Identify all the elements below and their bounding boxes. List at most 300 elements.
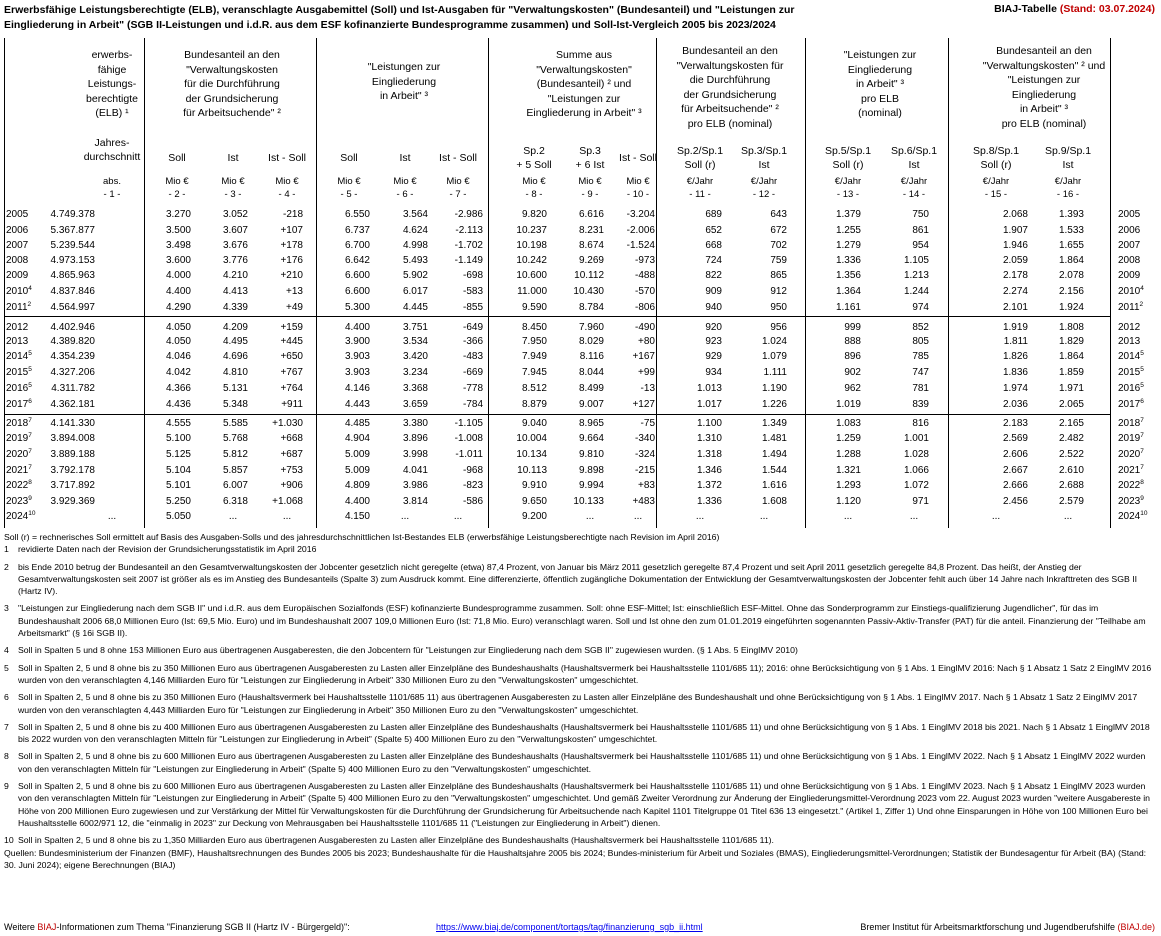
column-label-16: Ist <box>1062 159 1074 171</box>
table-cell: +210 <box>280 270 303 281</box>
table-cell: -855 <box>462 302 483 313</box>
table-cell: 2.667 <box>1002 465 1028 476</box>
table-cell: 3.500 <box>165 225 191 236</box>
table-cell: 3.903 <box>344 367 370 378</box>
column-number-1: - 1 - <box>103 189 121 200</box>
column-label-1: Jahres- <box>94 137 130 149</box>
table-cell: 11.000 <box>517 286 547 297</box>
row-year-right: 2015$^5$ <box>1118 366 1144 378</box>
table-cell: 839 <box>912 399 929 410</box>
column-number-5: - 5 - <box>340 189 358 200</box>
table-cell: 4.564.997 <box>50 302 95 313</box>
row-year-right: 2021$^7$ <box>1118 464 1144 476</box>
footnote-text: Soll in Spalten 2, 5 und 8 ohne bis zu 1,350 Milliarden Euro aus übertragenen Ausgaberesten zu Lasten aller Einzelpläne des Bundeshaushalts (Haushaltsvermerk bei Haushaltsstelle 1101/685 11). <box>18 835 774 846</box>
column-label-13: Soll (r) <box>832 159 864 171</box>
footnote-5 <box>4 662 1154 687</box>
table-cell: 6.700 <box>344 240 370 251</box>
group-header-line: erwerbs- <box>91 49 133 61</box>
table-cell: 1.864 <box>1058 351 1084 362</box>
table-cell: -2.113 <box>455 225 483 236</box>
table-cell: 1.259 <box>835 433 861 444</box>
column-label-8: + 5 Soll <box>516 159 552 171</box>
table-cell: 5.367.877 <box>50 225 95 236</box>
row-year-left: 2018$^7$ <box>6 417 32 429</box>
column-label-14: Sp.6/Sp.1 <box>890 145 938 157</box>
more-info: Weitere BIAJ-Informationen zum Thema "Finanzierung SGB II (Hartz IV - Bürgergeld)": <box>4 922 350 932</box>
table-cell: 5.812 <box>222 449 248 460</box>
column-unit-3: Mio € <box>221 176 245 187</box>
data-table <box>0 38 1161 528</box>
table-cell: -669 <box>462 367 483 378</box>
table-cell: 4.339 <box>222 302 248 313</box>
table-cell: 2.065 <box>1058 399 1084 410</box>
table-cell: 10.198 <box>516 240 547 251</box>
table-cell: 4.354.239 <box>50 351 95 362</box>
table-cell: 4.366 <box>165 383 191 394</box>
table-cell: 5.239.544 <box>50 240 95 251</box>
table-cell: 4.389.820 <box>50 336 95 347</box>
table-cell: 702 <box>770 240 787 251</box>
table-cell: 934 <box>705 367 722 378</box>
group-header-line: in Arbeit" ³ <box>855 78 905 90</box>
column-number-6: - 6 - <box>396 189 414 200</box>
group-header-line: der Grundsicherung <box>683 88 777 101</box>
table-cell: +445 <box>280 336 303 347</box>
table-cell: -366 <box>462 336 483 347</box>
group-header-line: pro ELB (nominal) <box>1001 117 1087 130</box>
row-year-right: 2017$^6$ <box>1118 398 1144 410</box>
row-year-left: 2017$^6$ <box>6 398 32 410</box>
table-cell: 2.059 <box>1002 255 1028 266</box>
table-cell: ... <box>633 511 643 522</box>
row-year-left: 2011$^2$ <box>6 301 32 313</box>
table-cell: 4.209 <box>222 322 248 333</box>
table-cell: 3.986 <box>402 480 428 491</box>
group-header-line: Eingliederung <box>371 75 437 88</box>
table-cell: 1.019 <box>835 399 861 410</box>
column-unit-2: Mio € <box>165 176 189 187</box>
row-year-left: 2008 <box>6 255 29 266</box>
table-cell: 5.050 <box>165 511 191 522</box>
table-cell: 1.083 <box>835 418 861 429</box>
footnote-9 <box>4 780 1154 829</box>
table-cell: 1.379 <box>835 209 861 220</box>
row-year-right: 2010$^4$ <box>1118 285 1144 297</box>
table-cell: 6.007 <box>222 480 248 491</box>
table-cell: 8.499 <box>578 383 604 394</box>
table-cell: 956 <box>770 322 787 333</box>
table-cell: -340 <box>634 433 655 444</box>
column-number-10: - 10 - <box>626 189 650 200</box>
column-unit-5: Mio € <box>337 176 361 187</box>
sources-note: Quellen: Bundesministerium der Finanzen (BMF), Haushaltsrechnungen des Bundes 2005 bis 2023; Bundeshaushalte für die Haushaltsjahre 2005 bis 2024; Bundes-ministerium für Arbeit und Soziales (BMAS), Eingliederungsmittel-Verordnungen; Statistik der Bundesagentur für Arbeit (BA) (Stand: 30. Juni 2024); eigene Berechnungen (BIAJ) <box>4 847 1147 870</box>
table-cell: -483 <box>462 351 483 362</box>
table-cell: 1.836 <box>1002 367 1028 378</box>
table-cell: +167 <box>632 351 655 362</box>
table-cell: ... <box>843 511 853 522</box>
table-cell: 3.717.892 <box>50 480 95 491</box>
row-year-right: 2024$^{10}$ <box>1118 510 1148 522</box>
group-header-line: pro ELB <box>861 92 899 105</box>
footnote-1 <box>4 543 1154 555</box>
column-unit-4: Mio € <box>275 176 299 187</box>
column-unit-16: €/Jahr <box>1054 176 1082 187</box>
footnote-number: 6 <box>4 692 9 703</box>
table-cell: -488 <box>634 270 655 281</box>
table-cell: -968 <box>462 465 483 476</box>
table-cell: 4.809 <box>344 480 370 491</box>
table-cell: 4.413 <box>222 286 248 297</box>
column-unit-14: €/Jahr <box>900 176 928 187</box>
table-cell: 3.380 <box>402 418 428 429</box>
table-cell: 940 <box>705 302 722 313</box>
row-year-left: 2009 <box>6 270 29 281</box>
group-header-line: Leistungs- <box>87 78 137 90</box>
table-cell: 962 <box>844 383 861 394</box>
table-cell: 861 <box>912 225 929 236</box>
table-cell: 2.579 <box>1058 496 1084 507</box>
table-cell: 923 <box>705 336 722 347</box>
table-cell: 4.327.206 <box>50 367 95 378</box>
table-cell: 896 <box>844 351 861 362</box>
table-cell: 5.493 <box>402 255 428 266</box>
table-cell: 3.814 <box>402 496 428 507</box>
table-cell: 6.642 <box>344 255 370 266</box>
table-cell: -324 <box>634 449 655 460</box>
table-cell: 4.042 <box>165 367 191 378</box>
table-cell: 1.946 <box>1002 240 1028 251</box>
table-cell: 5.857 <box>222 465 248 476</box>
row-year-right: 2011$^2$ <box>1118 301 1144 313</box>
table-cell: 1.279 <box>835 240 861 251</box>
table-cell: 643 <box>770 209 787 220</box>
column-label-6: Ist <box>399 152 411 164</box>
table-cell: 9.664 <box>578 433 604 444</box>
table-cell: 1.533 <box>1058 225 1084 236</box>
group-header-line: Eingliederung in Arbeit" ³ <box>526 107 642 119</box>
table-cell: 1.907 <box>1002 225 1028 236</box>
column-number-8: - 8 - <box>525 189 543 200</box>
table-cell: 672 <box>770 225 787 236</box>
table-cell: 6.737 <box>344 225 370 236</box>
column-label-15: Soll (r) <box>980 159 1012 171</box>
table-cell: 2.036 <box>1002 399 1028 410</box>
column-label-1: durchschnitt <box>83 151 141 163</box>
table-cell: 10.134 <box>516 449 547 460</box>
group-header-line: Bundesanteil an den <box>996 45 1092 57</box>
table-cell: 1.105 <box>903 255 929 266</box>
table-cell: -218 <box>282 209 303 220</box>
column-number-3: - 3 - <box>224 189 242 200</box>
institute-brand: (BIAJ.de) <box>1117 922 1155 932</box>
row-year-left: 2006 <box>6 225 29 236</box>
table-cell: -583 <box>462 286 483 297</box>
table-cell: 950 <box>770 302 787 313</box>
footnote-text: Soll in Spalten 2, 5 und 8 ohne bis zu 600 Millionen Euro aus übertragenen Ausgaberesten zu Lasten aller Einzelpläne des Bundeshaushalts (Haushaltsvermerk bei Haushaltsstelle 1101/685 11) und ohne Berücksichtigung von § 1 Abs. 1 EinglMV 2022. Nach § 1 Absatz 1 EinglMV 2022 wurden von den veranschlagten Mitteln für "Leistungen zur Eingliederung in Arbeit" (Spalte 5) 400 Millionen Euro zu den "Verwaltungskosten" umgeschichtet. <box>18 751 1146 774</box>
table-cell: 1.864 <box>1058 255 1084 266</box>
table-cell: +49 <box>286 302 303 313</box>
page-title <box>4 3 934 33</box>
table-cell: 10.113 <box>517 465 547 476</box>
table-cell: ... <box>228 511 238 522</box>
table-cell: 3.052 <box>222 209 248 220</box>
table-cell: 1.919 <box>1002 322 1028 333</box>
table-cell: 4.050 <box>165 336 191 347</box>
table-cell: -2.986 <box>454 209 483 220</box>
table-cell: -1.702 <box>454 240 483 251</box>
table-cell: 1.808 <box>1058 322 1084 333</box>
row-year-right: 2014$^5$ <box>1118 350 1144 362</box>
table-cell: 6.616 <box>578 209 604 220</box>
column-number-16: - 16 - <box>1056 189 1080 200</box>
table-cell: 9.810 <box>578 449 604 460</box>
table-cell: 3.896 <box>402 433 428 444</box>
row-year-left: 2012 <box>6 322 29 333</box>
table-cell: 785 <box>912 351 929 362</box>
group-header-line: "Verwaltungskosten" ² und <box>982 59 1106 72</box>
table-cell: -823 <box>462 480 483 491</box>
table-cell: 750 <box>912 209 929 220</box>
column-number-15: - 15 - <box>984 189 1008 200</box>
footnote-7 <box>4 721 1154 746</box>
group-divider <box>4 316 1110 317</box>
column-number-7: - 7 - <box>449 189 467 200</box>
table-cell: 4.000 <box>165 270 191 281</box>
table-cell: 7.950 <box>521 336 547 347</box>
table-cell: 8.965 <box>578 418 604 429</box>
table-cell: 9.269 <box>578 255 604 266</box>
table-cell: 5.768 <box>222 433 248 444</box>
table-cell: +80 <box>638 336 655 347</box>
table-cell: -784 <box>462 399 483 410</box>
table-cell: 689 <box>705 209 722 220</box>
table-cell: 9.590 <box>521 302 547 313</box>
footnote-text: "Leistungen zur Eingliederung nach dem SGB II" und i.d.R. aus dem Europäischen Sozialfonds (ESF) kofinanzierte Bundesprogramme zusammen. Soll: ohne ESF-Mittel; Ist: einschließlich ESF-Mittel. Ohne das Sonderprogramm zur Einstiegs-qualifizierung Jugendlicher", für das im Bundeshaushalt 2006 68,0 Millionen Euro (Ist: 69,5 Mio. Euro) und im Bundeshaushalt 2007 109,0 Millionen Euro (Ist: 71,8 Mio. Euro) veranschlagt waren. Soll und Ist ohne den zum 01.01.2019 eingeführten sogenannten Passiv-Aktiv-Transfer (PAT) für die anteil. Finanzierung der "Teilhabe am Arbeitsmarkt" (§ 16i SGB II). <box>18 603 1146 639</box>
table-cell: 4.210 <box>222 270 248 281</box>
table-cell: 3.534 <box>402 336 428 347</box>
group-header-line: Summe aus <box>555 49 613 61</box>
table-cell: 10.430 <box>573 286 604 297</box>
row-year-right: 2008 <box>1118 255 1141 266</box>
table-cell: 6.600 <box>344 286 370 297</box>
row-year-left: 2005 <box>6 209 29 220</box>
footnote-8 <box>4 750 1154 775</box>
table-cell: 10.133 <box>573 496 604 507</box>
table-cell: 822 <box>705 270 722 281</box>
table-cell: 954 <box>912 240 929 251</box>
table-cell: 10.004 <box>516 433 547 444</box>
footnote-text: bis Ende 2010 betrug der Bundesanteil an den Gesamtverwaltungskosten der Jobcenter gesetzlich nicht geregelte (etwa) 87,4 Prozent, von Januar bis März 2011 gesetzlich geregelte 87,4 Prozent und seit April 2011 gesetzlich geregelte 84,8 Prozent. Das heißt, der Anstieg der Gesamtverwaltungskosten seit 2007 ist größer als es im Anstieg des Bundesanteils (Spalte 3) zum Ausdruck kommt. Eine differenzierte, öffentlich zugängliche Dokumentation der Entwicklung der Gesamtverwaltungskosten der Jobcenter fehlt auch über 14 Jahre nach Inkrafttreten des SGB II (Hartz IV). <box>18 561 1138 597</box>
table-cell: 8.674 <box>578 240 604 251</box>
table-cell: +753 <box>280 465 303 476</box>
table-cell: 1.072 <box>903 480 929 491</box>
table-cell: 3.564 <box>402 209 428 220</box>
table-cell: +159 <box>280 322 303 333</box>
row-year-right: 2023$^9$ <box>1118 495 1144 507</box>
table-cell: 4.141.330 <box>50 418 95 429</box>
table-cell: +1.030 <box>272 418 303 429</box>
table-cell: 3.792.178 <box>50 465 95 476</box>
table-cell: 912 <box>770 286 787 297</box>
table-cell: +83 <box>638 480 655 491</box>
table-cell: 2.101 <box>1002 302 1028 313</box>
table-cell: 7.945 <box>521 367 547 378</box>
table-cell: 8.784 <box>578 302 604 313</box>
group-header-line: der Grundsicherung <box>185 92 279 105</box>
table-cell: 4.400 <box>344 322 370 333</box>
column-label-3: Ist <box>227 152 239 164</box>
table-cell: 4.146 <box>344 383 370 394</box>
row-year-left: 2010$^4$ <box>6 285 32 297</box>
table-cell: 920 <box>705 322 722 333</box>
footnote-number: 7 <box>4 721 9 732</box>
column-label-12: Sp.3/Sp.1 <box>740 145 788 157</box>
table-cell: ... <box>1063 511 1073 522</box>
footnote-2 <box>4 561 1154 598</box>
group-header-line: "Verwaltungskosten für <box>676 59 784 72</box>
column-unit-13: €/Jahr <box>834 176 862 187</box>
row-year-left: 2015$^5$ <box>6 366 32 378</box>
table-cell: 3.903 <box>344 351 370 362</box>
table-cell: 1.346 <box>696 465 722 476</box>
column-unit-15: €/Jahr <box>982 176 1010 187</box>
footnote-10 <box>4 834 1154 846</box>
table-cell: +107 <box>280 225 303 236</box>
group-header-line: in Arbeit" ³ <box>379 90 429 102</box>
table-cell: 4.400 <box>344 496 370 507</box>
table-cell: 3.929.369 <box>50 496 95 507</box>
table-cell: 9.910 <box>521 480 547 491</box>
column-unit-11: €/Jahr <box>686 176 714 187</box>
table-cell: 4.495 <box>222 336 248 347</box>
table-cell: +13 <box>286 286 303 297</box>
table-cell: -570 <box>634 286 655 297</box>
column-unit-9: Mio € <box>578 176 602 187</box>
group-header-line: (nominal) <box>858 107 902 119</box>
column-number-14: - 14 - <box>902 189 926 200</box>
table-cell: 5.585 <box>222 418 248 429</box>
table-cell: 4.624 <box>402 225 428 236</box>
column-unit-1: abs. <box>103 176 121 187</box>
table-cell: 1.349 <box>761 418 787 429</box>
table-cell: 1.321 <box>835 465 861 476</box>
table-cell: -778 <box>462 383 483 394</box>
row-year-left: 2019$^7$ <box>6 432 32 444</box>
table-cell: ... <box>453 511 463 522</box>
table-cell: 2.569 <box>1002 433 1028 444</box>
table-cell: 4.362.181 <box>50 399 95 410</box>
table-cell: 1.608 <box>761 496 787 507</box>
table-cell: 1.288 <box>835 449 861 460</box>
footnote-number: 2 <box>4 561 9 572</box>
table-cell: +99 <box>638 367 655 378</box>
table-cell: +911 <box>281 399 303 410</box>
table-cell: 1.017 <box>696 399 722 410</box>
table-cell: 1.079 <box>761 351 787 362</box>
column-label-16: Sp.9/Sp.1 <box>1044 145 1092 157</box>
table-cell: 10.242 <box>516 255 547 266</box>
table-cell: 9.994 <box>578 480 604 491</box>
table-cell: +687 <box>280 449 303 460</box>
row-year-right: 2009 <box>1118 270 1141 281</box>
table-cell: 1.310 <box>696 433 722 444</box>
table-cell: 2.178 <box>1002 270 1028 281</box>
table-cell: 5.902 <box>402 270 428 281</box>
footnote-r: Soll (r) = rechnerisches Soll ermittelt auf Basis des Ausgaben-Solls und des jahresdurchschnittlichen Ist-Bestandes ELB (erwerbsfähige Leistungsberechtigte nach Revision im April 2016) <box>4 532 720 542</box>
table-cell: 10.112 <box>574 270 604 281</box>
table-cell: 1.971 <box>1058 383 1084 394</box>
row-year-left: 2021$^7$ <box>6 464 32 476</box>
table-cell: 888 <box>844 336 861 347</box>
column-number-13: - 13 - <box>836 189 860 200</box>
table-cell: 2.482 <box>1058 433 1084 444</box>
table-cell: 4.837.846 <box>50 286 95 297</box>
table-cell: 5.125 <box>165 449 191 460</box>
table-cell: 999 <box>844 322 861 333</box>
table-cell: 4.046 <box>165 351 191 362</box>
column-unit-7: Mio € <box>446 176 470 187</box>
more-brand: BIAJ <box>37 922 57 932</box>
table-cell: 4.436 <box>165 399 191 410</box>
table-cell: 1.924 <box>1058 302 1084 313</box>
row-year-left: 2024$^{10}$ <box>6 510 36 522</box>
table-cell: 8.231 <box>578 225 604 236</box>
table-cell: 781 <box>912 383 929 394</box>
table-cell: 5.009 <box>344 449 370 460</box>
table-cell: 1.161 <box>835 302 861 313</box>
table-cell: 1.244 <box>903 286 929 297</box>
table-cell: 4.998 <box>402 240 428 251</box>
table-cell: +178 <box>280 240 303 251</box>
table-cell: 971 <box>912 496 929 507</box>
table-cell: -1.105 <box>454 418 483 429</box>
table-cell: 1.213 <box>903 270 929 281</box>
table-cell: ... <box>400 511 410 522</box>
biaj-link[interactable]: https://www.biaj.de/component/tortags/tag/finanzierung_sgb_ii.html <box>436 922 703 932</box>
column-unit-8: Mio € <box>522 176 546 187</box>
table-cell: 1.066 <box>903 465 929 476</box>
table-cell: 902 <box>844 367 861 378</box>
table-cell: 2.606 <box>1002 449 1028 460</box>
column-label-4: Ist - Soll <box>268 152 306 164</box>
table-cell: 652 <box>705 225 722 236</box>
group-header-line: für Arbeitsuchende" ² <box>681 103 779 115</box>
group-header-line: Eingliederung <box>847 63 913 76</box>
footnote-number: 10 <box>4 835 14 846</box>
table-cell: 3.900 <box>344 336 370 347</box>
footnote-number: 1 <box>4 544 9 555</box>
table-cell: 5.104 <box>165 465 191 476</box>
table-cell: +1.068 <box>272 496 303 507</box>
table-cell: 1.001 <box>903 433 929 444</box>
table-cell: 5.300 <box>344 302 370 313</box>
column-label-7: Ist - Soll <box>439 152 477 164</box>
footnote-4 <box>4 644 1154 656</box>
table-cell: 1.481 <box>761 433 787 444</box>
title-line-2: Eingliederung in Arbeit" (SGB II-Leistungen und i.d.R. aus dem ESF kofinanzierte Bundesprogramme zusammen) und Soll-Ist-Vergleich 2005 bis 2023/2024 <box>4 19 776 31</box>
table-cell: 3.676 <box>222 240 248 251</box>
table-cell: 2.456 <box>1002 496 1028 507</box>
table-cell: -698 <box>462 270 483 281</box>
table-cell: 2.078 <box>1058 270 1084 281</box>
table-cell: 724 <box>705 255 722 266</box>
table-cell: -806 <box>634 302 655 313</box>
table-cell: 4.810 <box>222 367 248 378</box>
group-header-line: für die Durchführung <box>184 78 280 90</box>
table-cell: 909 <box>705 286 722 297</box>
table-cell: 4.973.153 <box>50 255 95 266</box>
column-label-11: Soll (r) <box>684 159 716 171</box>
